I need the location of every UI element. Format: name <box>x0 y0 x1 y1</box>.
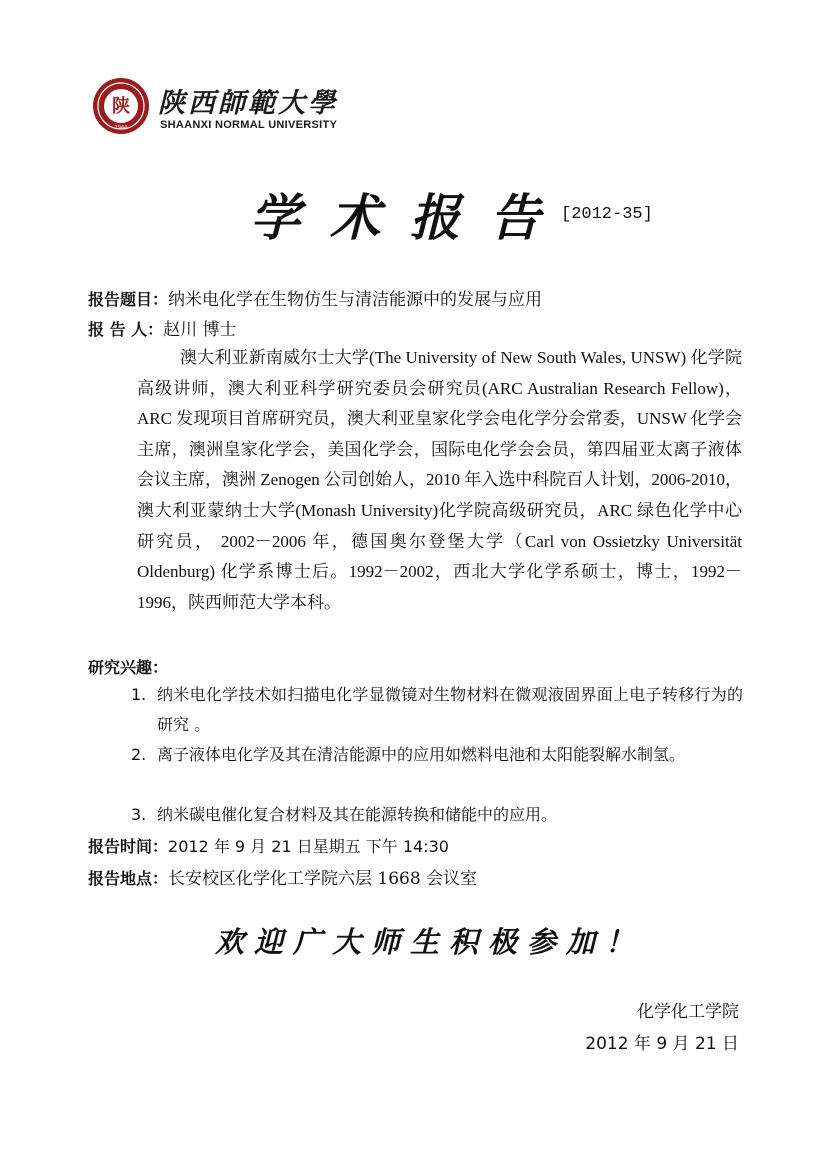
time-line <box>88 834 449 857</box>
time-label: 报告时间： <box>88 837 169 856</box>
topic-label: 报告题目： <box>88 290 169 309</box>
list-item-number: 1. <box>131 685 147 704</box>
interests-heading <box>88 655 168 678</box>
topic-line <box>88 285 542 310</box>
signature-date: 2012 年 9 月 21 日 <box>585 1034 739 1054</box>
welcome-message: 欢迎广大师生积极参加！ <box>215 925 645 959</box>
list-item <box>131 740 743 770</box>
list-item-text: 离子液体电化学及其在清洁能源中的应用如燃料电池和太阳能裂解水制氢。 <box>157 745 686 764</box>
list-item-text: 纳米碳电催化复合材料及其在能源转换和储能中的应用。 <box>157 805 558 824</box>
speaker-line <box>88 315 237 340</box>
page-title: 学术报告 <box>250 188 570 247</box>
location-line <box>88 864 477 889</box>
svg-text:1944: 1944 <box>114 125 128 131</box>
speaker-name: 赵川 博士 <box>163 320 237 340</box>
list-item-text: 纳米电化学技术如扫描电化学显微镜对生物材料在微观液固界面上电子转移行为的研究 。 <box>157 685 743 734</box>
report-number: [2012-35] <box>561 205 653 224</box>
university-name-en: SHAANXI NORMAL UNIVERSITY <box>160 119 338 131</box>
university-seal-icon <box>92 77 150 135</box>
interests-label: 研究兴趣： <box>88 658 169 677</box>
topic-value: 纳米电化学在生物仿生与清洁能源中的发展与应用 <box>168 290 543 310</box>
university-logo <box>92 77 342 137</box>
list-item <box>131 680 743 740</box>
list-item-number: 2. <box>131 745 147 764</box>
svg-text:陕: 陕 <box>112 96 130 117</box>
location-value: 长安校区化学化工学院六层 1668 会议室 <box>168 869 478 889</box>
university-name-cn: 陕西師範大學 <box>158 88 338 119</box>
list-item <box>131 800 743 830</box>
list-item-number: 3. <box>131 805 147 824</box>
time-value: 2012 年 9 月 21 日星期五 下午 14:30 <box>168 837 449 856</box>
location-label: 报告地点： <box>88 869 169 888</box>
speaker-label: 报 告 人： <box>88 320 164 339</box>
signature-org: 化学化工学院 <box>637 1002 739 1022</box>
speaker-bio: 澳大利亚新南威尔士大学(The University of New South Wales, UNSW) 化学院高级讲师，澳大利亚科学研究委员会研究员(ARC Australian Research Fellow)，ARC 发现项目首席研究员，澳大利亚皇家化学会电化学分会常委，UNSW 化学会主席，澳洲皇家化学会，美国化学会，国际电化学会会员，第四届亚太离子液体会议主席，澳洲 Zenogen 公司创始人，2010 年入选中科院百人计划，2006-2010，澳大利亚蒙纳士大学(Monash University)化学院高级研究员，ARC 绿色化学中心研究员， 2002－2006 年，德国奥尔登堡大学（Carl von Ossietzky Universität Oldenburg) 化学系博士后。1992－2002，西北大学化学系硕士，博士，1992－1996，陕西师范大学本科。 <box>137 348 742 612</box>
